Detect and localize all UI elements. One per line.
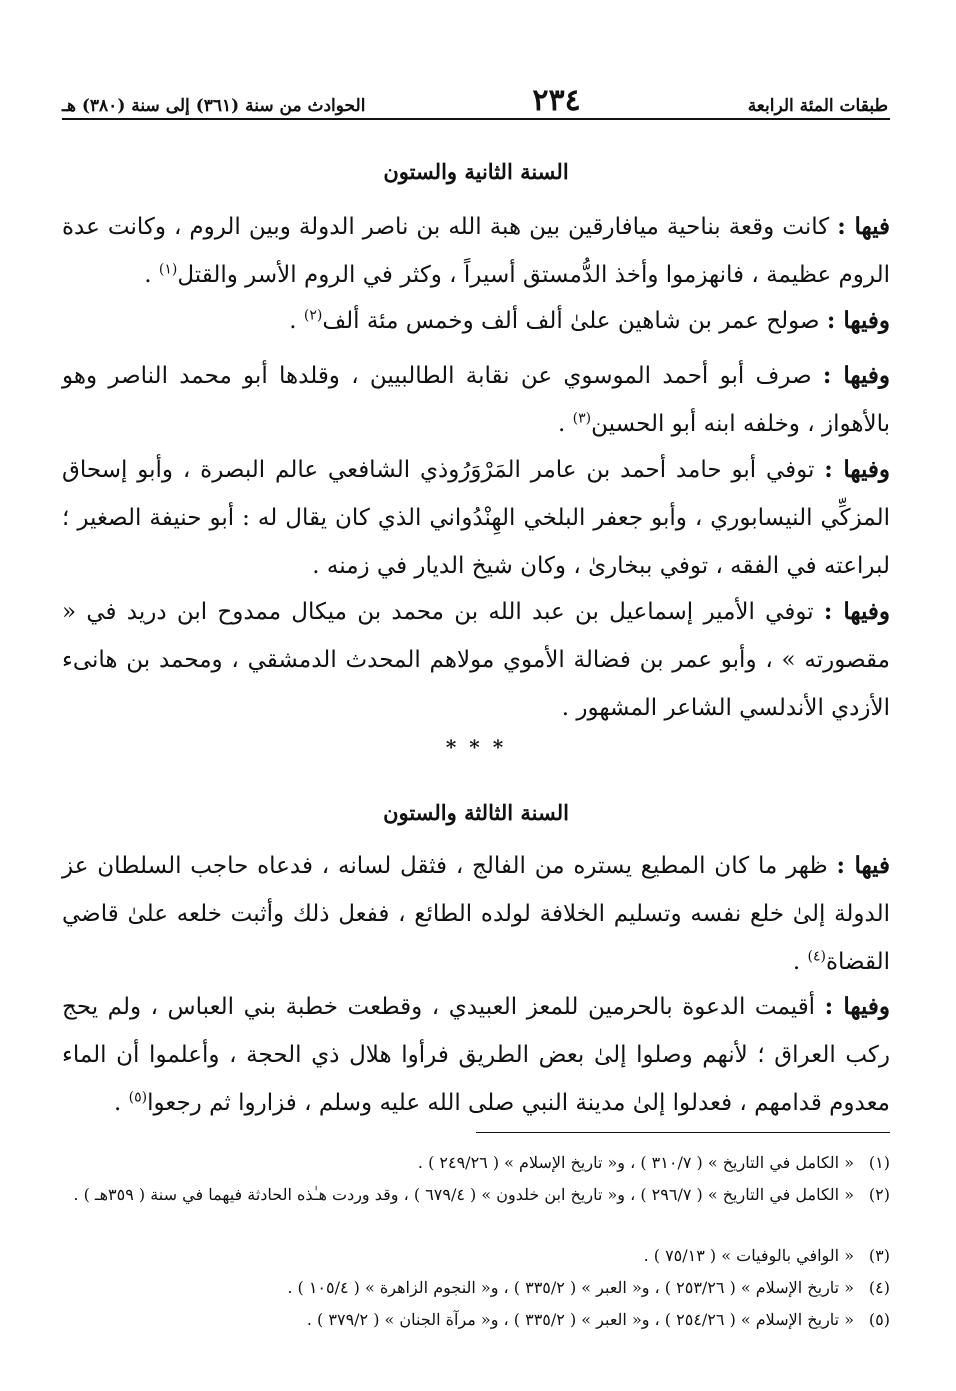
paragraph-end: . <box>114 1090 129 1116</box>
footnote <box>62 1241 890 1271</box>
footnote-ref: (٥) <box>128 1089 148 1106</box>
section-title-year-363: السنة الثالثة والستون <box>383 800 569 825</box>
footnote <box>62 1305 890 1335</box>
paragraph-text: كانت وقعة بناحية ميافارقين بين هبة الله بن ناصر الدولة وبين الروم ، وكانت عدة الروم عظيمة ، فانهزموا وأخذ الدُّمستق أسيراً ، وكثر في الروم الأسر والقتل <box>62 214 890 288</box>
paragraph-text: توفي أبو حامد أحمد بن عامر المَرْوَرُوذي الشافعي عالم البصرة ، وأبو إسحاق المزكِّي النيسابوري ، وأبو جعفر البلخي الهِنْدُواني الذي كان يقال له : أبو حنيفة الصغير ؛ لبراعته في الفقه ، توفي ببخارىٰ ، وكان شيخ الديار في زمنه . <box>62 457 890 579</box>
header-rule <box>62 118 890 120</box>
header-book-section: طبقات المئة الرابعة <box>747 96 888 116</box>
footnote <box>62 1148 890 1178</box>
paragraph <box>62 983 890 1127</box>
paragraph-text: ظهر ما كان المطيع يستره من الفالج ، فثقل لسانه ، فدعاه حاجب السلطان عز الدولة إلىٰ خلع نفسه وتسليم الخلافة لولده الطائع ، ففعل ذلك وأثبت خلعه علىٰ قاضي القضاة <box>62 853 890 975</box>
footnote-number: (٣) <box>868 1246 890 1265</box>
footnote-number: (١) <box>868 1153 890 1172</box>
footnote-rule <box>476 1132 890 1133</box>
footnote-ref: (٤) <box>807 948 826 965</box>
paragraph-text: أقيمت الدعوة بالحرمين للمعز العبيدي ، وقطعت خطبة بني العباس ، ولم يحج ركب العراق ؛ لأنهم وصلوا إلىٰ بعض الطريق فرأوا هلال ذي الحجة ، وأعلموا أن الماء معدوم قدامهم ، فعدلوا إلىٰ مدينة النبي صلى الله عليه وسلم ، فزاروا ثم رجعوا <box>62 994 890 1116</box>
paragraph-text: صولح عمر بن شاهين علىٰ ألف ألف وخمس مئة ألف <box>322 308 820 334</box>
section-title-year-362: السنة الثانية والستون <box>383 159 569 184</box>
paragraph-text: توفي الأمير إسماعيل بن عبد الله بن محمد بن ميكال ممدوح ابن دريد في « مقصورته » ، وأبو عمر بن فضالة الأموي مولاهم المحدث الدمشقي ، ومحمد بن هانىء الأزدي الأندلسي الشاعر المشهور . <box>62 599 890 721</box>
paragraph <box>62 446 890 590</box>
running-header <box>62 82 888 116</box>
paragraph-lead: وفيها : <box>822 362 891 389</box>
paragraph-end: . <box>289 308 304 334</box>
paragraph-lead: وفيها : <box>824 993 891 1020</box>
footnote-ref: (٣) <box>572 410 592 427</box>
footnote-text: « الوافي بالوفيات » ( ٧٥/١٣ ) . <box>643 1246 854 1265</box>
footnote-number: (٢) <box>868 1185 890 1204</box>
paragraph-end: . <box>558 411 573 437</box>
page-number: ٢٣٤ <box>532 83 581 118</box>
paragraph-lead: وفيها : <box>824 456 890 483</box>
footnote-text: « تاريخ الإسلام » ( ٢٥٤/٢٦ ) ، و« العبر » ( ٣٣٥/٢ ) ، و« مرآة الجنان » ( ٣٧٩/٢ ) . <box>306 1310 854 1329</box>
paragraph <box>62 352 890 448</box>
paragraph-end: . <box>144 262 159 288</box>
footnote-ref: (١) <box>158 261 178 278</box>
paragraph-lead: وفيها : <box>823 598 891 625</box>
header-chapter-range: الحوادث من سنة (٣٦١) إلى سنة (٣٨٠) هـ <box>62 96 366 116</box>
footnote-number: (٥) <box>868 1310 890 1329</box>
paragraph <box>62 842 890 986</box>
footnote <box>62 1180 890 1210</box>
paragraph-end: . <box>792 949 808 975</box>
paragraph-lead: فيها : <box>837 213 891 240</box>
footnote-number: (٤) <box>868 1278 890 1297</box>
footnote <box>62 1273 890 1303</box>
paragraph-text: صرف أبو أحمد الموسوي عن نقابة الطالبيين ، وقلدها أبو محمد الناصر وهو بالأهواز ، وخلفه ابنه أبو الحسين <box>62 363 890 437</box>
paragraph <box>62 297 890 345</box>
footnote-ref: (٢) <box>303 307 323 324</box>
footnote-text: « تاريخ الإسلام » ( ٢٥٣/٢٦ ) ، و« العبر » ( ٣٣٥/٢ ) ، و« النجوم الزاهرة » ( ١٠٥/٤ ) . <box>287 1278 854 1297</box>
paragraph <box>62 588 890 732</box>
paragraph-lead: وفيها : <box>826 307 890 334</box>
footnote-text: « الكامل في التاريخ » ( ٢٩٦/٧ ) ، و« تاريخ ابن خلدون » ( ٦٧٩/٤ ) ، وقد وردت هـٰذه الحادثة فيهما في سنة ( ٣٥٩هـ ) . <box>73 1185 854 1204</box>
paragraph <box>62 203 890 299</box>
section-separator: * * * <box>445 735 507 759</box>
paragraph-lead: فيها : <box>836 852 890 879</box>
footnote-text: « الكامل في التاريخ » ( ٣١٠/٧ ) ، و« تاريخ الإسلام » ( ٢٤٩/٢٦ ) . <box>417 1153 854 1172</box>
